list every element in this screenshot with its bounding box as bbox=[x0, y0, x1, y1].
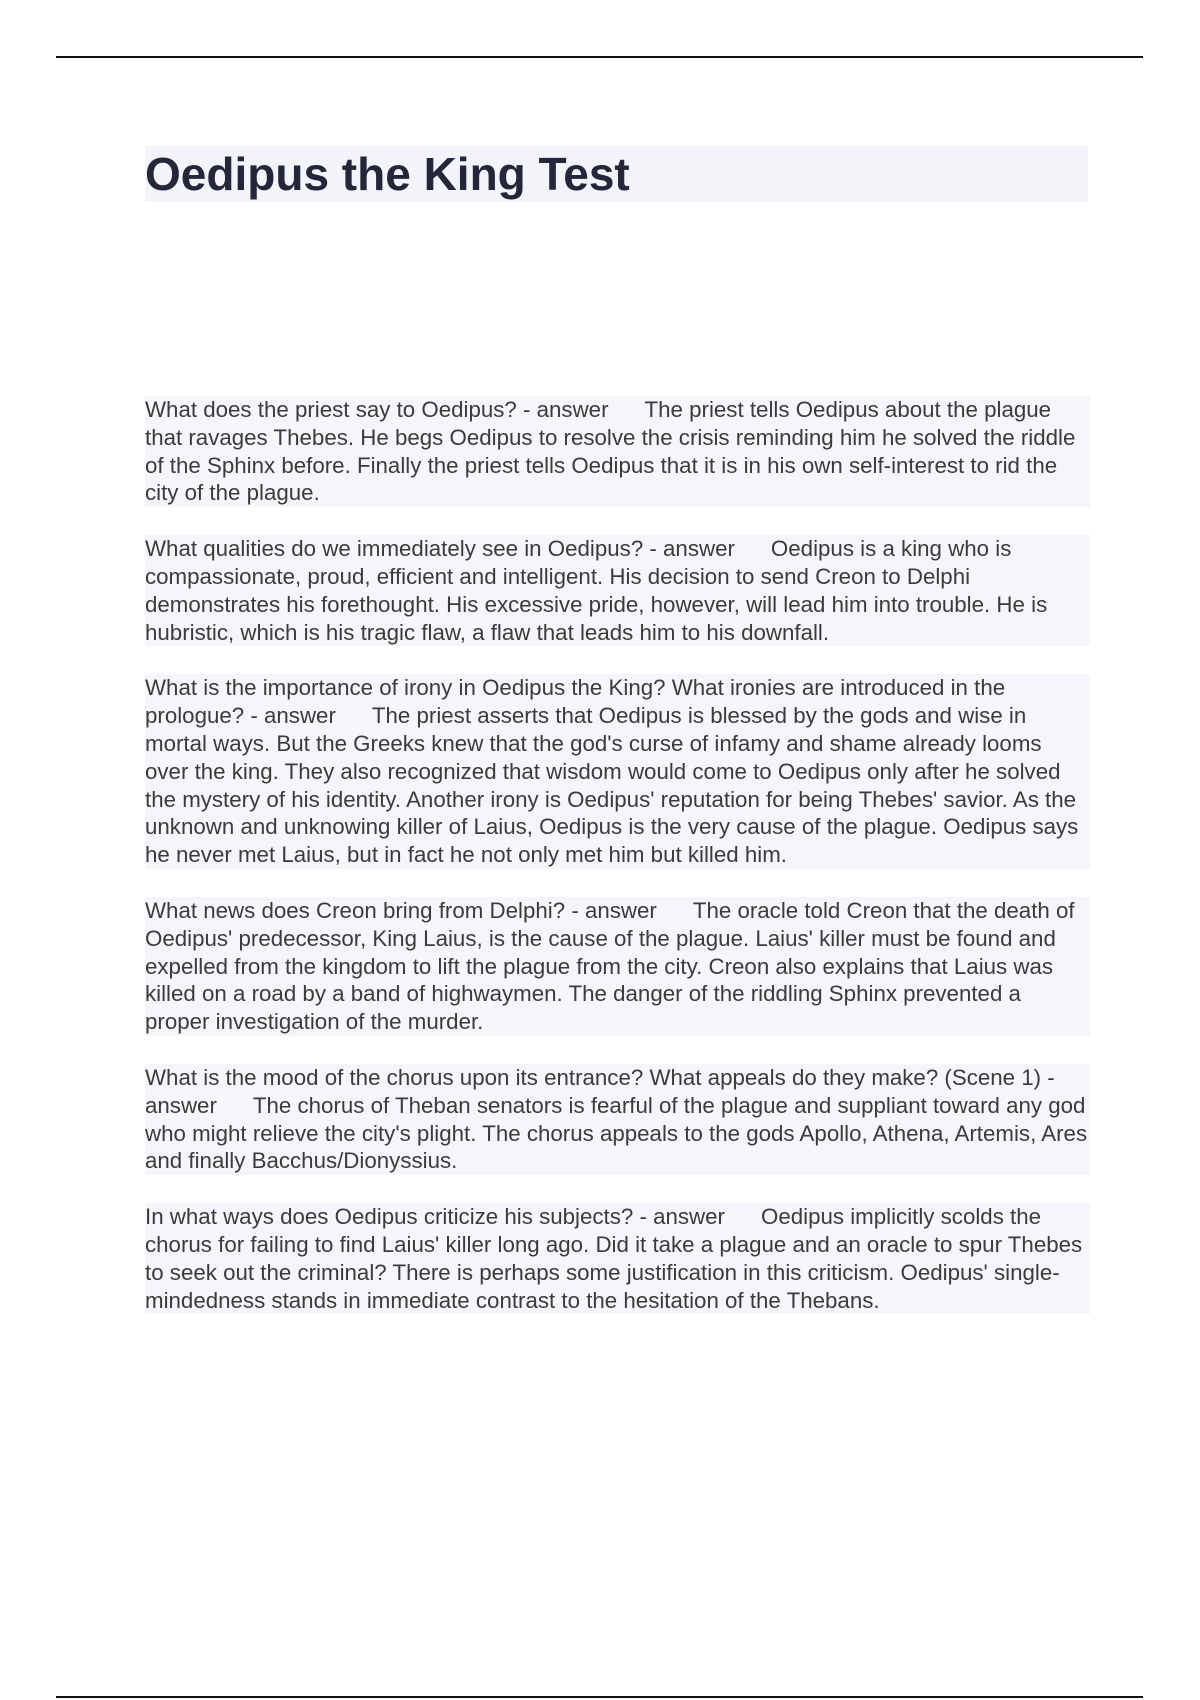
qa-item bbox=[145, 535, 1090, 646]
answer-text: The oracle told Creon that the death of Oedipus' predecessor, King Laius, is the cause of the plague. Laius' killer must be found and expelled from the kingdom to lift the plague from the city. Creon also explains that Laius was killed on a road by a band of highwaymen. The danger of the riddling Sphinx prevented a proper investigation of the murder. bbox=[145, 897, 1075, 1035]
qa-item bbox=[145, 897, 1090, 1036]
question-text: In what ways does Oedipus criticize his subjects? - answer bbox=[145, 1204, 725, 1230]
qa-item bbox=[145, 674, 1090, 869]
question-text: What is the mood of the chorus upon its entrance? What appeals do they make? (Scene 1) - answer bbox=[145, 1064, 1055, 1118]
answer-text: Oedipus implicitly scolds the chorus for failing to find Laius' killer long ago. Did it take a plague and an oracle to spur Thebes to seek out the criminal? There is perhaps some justification in this criticism. Oedipus' single-mindedness stands in immediate contrast to the hesitation of the Thebans. bbox=[145, 1204, 1083, 1313]
qa-item bbox=[145, 1064, 1090, 1175]
qa-list bbox=[145, 396, 1090, 1342]
question-text: What news does Creon bring from Delphi? - answer bbox=[145, 897, 657, 923]
answer-text: The priest tells Oedipus about the plague that ravages Thebes. He begs Oedipus to resolve the crisis reminding him he solved the riddle of the Sphinx before. Finally the priest tells Oedipus that it is in his own self-interest to rid the city of the plague. bbox=[145, 397, 1076, 506]
question-text: What does the priest say to Oedipus? - answer bbox=[145, 397, 609, 422]
question-text: What qualities do we immediately see in Oedipus? - answer bbox=[145, 536, 735, 562]
question-text: What is the importance of irony in Oedipus the King? What ironies are introduced in the prologue? - answer bbox=[145, 675, 1006, 729]
answer-text: The chorus of Theban senators is fearful of the plague and suppliant toward any god who might relieve the city's plight. The chorus appeals to the gods Apollo, Athena, Artemis, Ares and finally Bacchus/Dionyssius. bbox=[145, 1092, 1088, 1174]
qa-item bbox=[145, 1203, 1090, 1314]
page-title: Oedipus the King Test bbox=[145, 146, 1088, 202]
page-top-rule bbox=[56, 56, 1143, 58]
answer-text: The priest asserts that Oedipus is blessed by the gods and wise in mortal ways. But the Greeks knew that the god's curse of infamy and shame already looms over the king. They also recognized that wisdom would come to Oedipus only after he solved the mystery of his identity. Another irony is Oedipus' reputation for being Thebes' savior. As the unknown and unknowing killer of Laius, Oedipus is the very cause of the plague. Oedipus says he never met Laius, but in fact he not only met him but killed him. bbox=[145, 703, 1079, 868]
qa-item bbox=[145, 396, 1090, 507]
answer-text: Oedipus is a king who is compassionate, proud, efficient and intelligent. His decision to send Creon to Delphi demonstrates his forethought. His excessive pride, however, will lead him into trouble. He is hubristic, which is his tragic flaw, a flaw that leads him to his downfall. bbox=[145, 536, 1048, 645]
page-bottom-rule bbox=[56, 1696, 1143, 1698]
